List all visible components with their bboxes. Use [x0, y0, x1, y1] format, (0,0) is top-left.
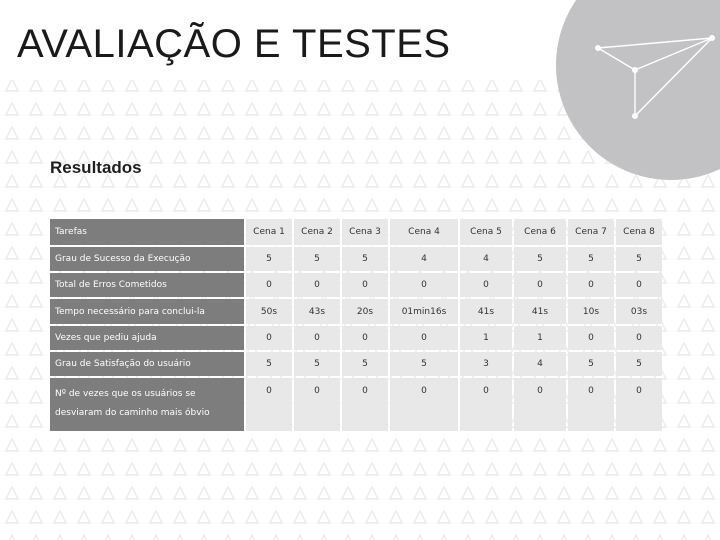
table-cell: 4	[514, 352, 566, 376]
table-cell: 5	[568, 247, 614, 271]
table-cell: 41s	[514, 299, 566, 324]
slide-title: AVALIAÇÃO E TESTES	[17, 22, 451, 66]
table-cell: 0	[246, 273, 292, 297]
table-cell: 5	[568, 352, 614, 376]
table-cell: 0	[294, 378, 340, 431]
table-cell: 0	[616, 326, 662, 350]
table-cell: 41s	[460, 299, 512, 324]
results-table	[48, 217, 664, 433]
table-cell: 0	[460, 378, 512, 431]
row-label: Grau de Sucesso da Execução	[50, 247, 244, 271]
table-cell: 1	[460, 326, 512, 350]
table-cell: 1	[514, 326, 566, 350]
table-cell: 0	[568, 326, 614, 350]
column-header: Cena 3	[342, 219, 388, 245]
table-cell: 0	[294, 326, 340, 350]
table-cell: 0	[514, 273, 566, 297]
paper-plane-decoration-icon	[556, 0, 720, 180]
table-cell: 0	[342, 378, 388, 431]
table-row	[50, 352, 662, 376]
table-cell: 0	[460, 273, 512, 297]
table-cell: 50s	[246, 299, 292, 324]
table-cell: 4	[390, 247, 458, 271]
table-row	[50, 378, 662, 431]
table-cell: 0	[616, 273, 662, 297]
table-cell: 0	[342, 326, 388, 350]
table-cell: 0	[246, 326, 292, 350]
row-label: Grau de Satisfação do usuário	[50, 352, 244, 376]
column-header: Cena 2	[294, 219, 340, 245]
table-cell: 5	[342, 247, 388, 271]
column-header: Cena 5	[460, 219, 512, 245]
table-cell: 3	[460, 352, 512, 376]
row-label: Total de Erros Cometidos	[50, 273, 244, 297]
table-row	[50, 247, 662, 271]
table-cell: 0	[616, 378, 662, 431]
row-label: Tempo necessário para conclui-la	[50, 299, 244, 324]
table-cell: 5	[616, 247, 662, 271]
table-row	[50, 299, 662, 324]
table-cell: 0	[568, 378, 614, 431]
table-cell: 0	[390, 378, 458, 431]
table-cell: 5	[390, 352, 458, 376]
table-cell: 01min16s	[390, 299, 458, 324]
table-cell: 5	[246, 247, 292, 271]
table-cell: 03s	[616, 299, 662, 324]
table-row	[50, 326, 662, 350]
table-cell: 4	[460, 247, 512, 271]
column-header: Cena 8	[616, 219, 662, 245]
table-cell: 0	[390, 326, 458, 350]
table-cell: 0	[246, 378, 292, 431]
table-cell: 0	[342, 273, 388, 297]
section-subtitle: Resultados	[50, 158, 142, 177]
table-cell: 5	[294, 247, 340, 271]
table-row	[50, 273, 662, 297]
row-label: Vezes que pediu ajuda	[50, 326, 244, 350]
table-cell: 5	[616, 352, 662, 376]
column-header: Cena 6	[514, 219, 566, 245]
table-cell: 5	[342, 352, 388, 376]
column-header: Cena 1	[246, 219, 292, 245]
table-cell: 20s	[342, 299, 388, 324]
table-cell: 0	[514, 378, 566, 431]
table-cell: 0	[390, 273, 458, 297]
column-header: Cena 7	[568, 219, 614, 245]
table-header-row	[50, 219, 662, 245]
row-label: Nº de vezes que os usuários se desviaram do caminho mais óbvio	[50, 378, 244, 431]
table-cell: 10s	[568, 299, 614, 324]
table-cell: 0	[294, 273, 340, 297]
corner-label: Tarefas	[50, 219, 244, 245]
column-header: Cena 4	[390, 219, 458, 245]
table-cell: 43s	[294, 299, 340, 324]
table-cell: 5	[246, 352, 292, 376]
table-cell: 5	[294, 352, 340, 376]
table-cell: 0	[568, 273, 614, 297]
table-cell: 5	[514, 247, 566, 271]
